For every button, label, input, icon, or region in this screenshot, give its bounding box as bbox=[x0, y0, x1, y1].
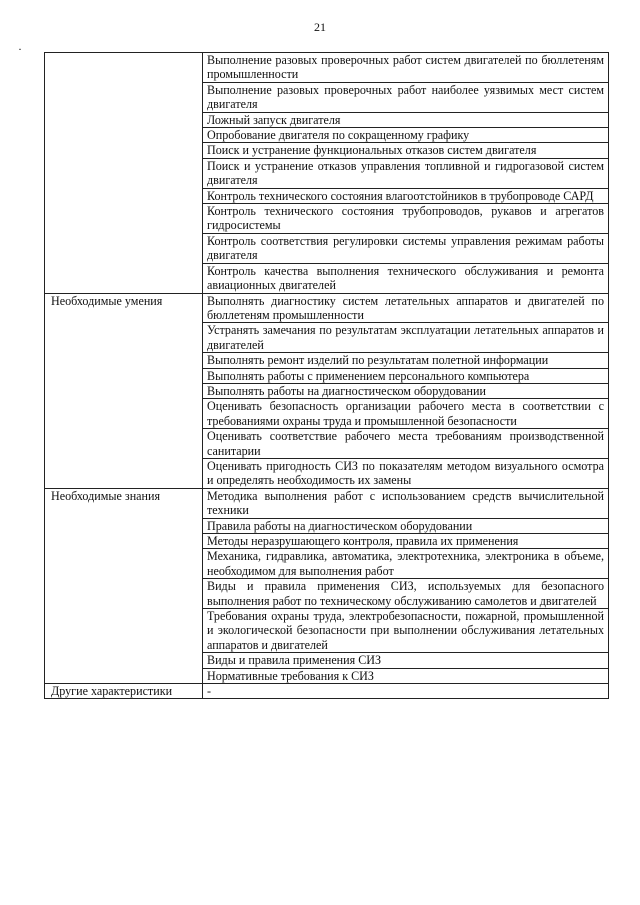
row-value: Нормативные требования к СИЗ bbox=[203, 668, 609, 683]
table-row bbox=[45, 668, 609, 683]
page-number: 21 bbox=[314, 20, 326, 34]
row-label bbox=[45, 429, 203, 459]
row-value: Поиск и устранение функциональных отказов систем двигателя bbox=[203, 143, 609, 158]
section-label-skills: Необходимые умения bbox=[45, 293, 203, 323]
row-value: Виды и правила применения СИЗ bbox=[203, 653, 609, 668]
row-value: Оценивать пригодность СИЗ по показателям методом визуального осмотра и определять необходимость их замены bbox=[203, 458, 609, 488]
row-value: Контроль технического состояния трубопроводов, рукавов и агрегатов гидросистемы bbox=[203, 204, 609, 234]
row-value: Методика выполнения работ с использованием средств вычислительной техники bbox=[203, 488, 609, 518]
row-value: Поиск и устранение отказов управления топливной и гидрогазовой систем двигателя bbox=[203, 158, 609, 188]
row-value: Выполнять ремонт изделий по результатам полетной информации bbox=[203, 353, 609, 368]
table-row bbox=[45, 609, 609, 653]
table-row bbox=[45, 429, 609, 459]
row-label bbox=[45, 653, 203, 668]
row-value: Устранять замечания по результатам эксплуатации летательных аппаратов и двигателей bbox=[203, 323, 609, 353]
row-label bbox=[45, 323, 203, 353]
table-row bbox=[45, 82, 609, 112]
row-value: Выполнение разовых проверочных работ систем двигателей по бюллетеням промышленности bbox=[203, 53, 609, 83]
table-row bbox=[45, 368, 609, 383]
row-value: Выполнение разовых проверочных работ наиболее уязвимых мест систем двигателя bbox=[203, 82, 609, 112]
row-label bbox=[45, 399, 203, 429]
table-body bbox=[45, 53, 609, 699]
table-row bbox=[45, 353, 609, 368]
table-row bbox=[45, 579, 609, 609]
table-row bbox=[45, 128, 609, 143]
table-row bbox=[45, 383, 609, 398]
row-value: Контроль соответствия регулировки системы управления режимам работы двигателя bbox=[203, 233, 609, 263]
row-value: Выполнять работы с применением персонального компьютера bbox=[203, 368, 609, 383]
table-row bbox=[45, 233, 609, 263]
table-row bbox=[45, 684, 609, 699]
row-label bbox=[45, 518, 203, 533]
row-label bbox=[45, 112, 203, 127]
table-row bbox=[45, 399, 609, 429]
row-label bbox=[45, 549, 203, 579]
row-label bbox=[45, 233, 203, 263]
section-label-knowledge: Необходимые знания bbox=[45, 488, 203, 518]
row-label bbox=[45, 579, 203, 609]
row-label bbox=[45, 458, 203, 488]
competency-table bbox=[44, 52, 609, 699]
table-row bbox=[45, 534, 609, 549]
row-value: Механика, гидравлика, автоматика, электротехника, электроника в объеме, необходимом для выполнения работ bbox=[203, 549, 609, 579]
row-value: Оценивать безопасность организации рабочего места в соответствии с требованиями охраны труда и промышленной безопасности bbox=[203, 399, 609, 429]
row-label bbox=[45, 188, 203, 203]
table-row bbox=[45, 188, 609, 203]
row-label bbox=[45, 353, 203, 368]
row-value: Методы неразрушающего контроля, правила их применения bbox=[203, 534, 609, 549]
table-row bbox=[45, 204, 609, 234]
table-row bbox=[45, 488, 609, 518]
row-label bbox=[45, 82, 203, 112]
row-value: - bbox=[203, 684, 609, 699]
row-label bbox=[45, 368, 203, 383]
table-row bbox=[45, 549, 609, 579]
table-row bbox=[45, 263, 609, 293]
table-row bbox=[45, 653, 609, 668]
row-label bbox=[45, 668, 203, 683]
row-label bbox=[45, 534, 203, 549]
table-row bbox=[45, 458, 609, 488]
row-label bbox=[45, 128, 203, 143]
table-row bbox=[45, 158, 609, 188]
row-value: Виды и правила применения СИЗ, используемых для безопасного выполнения работ по техническому обслуживанию самолетов и двигателей bbox=[203, 579, 609, 609]
table-row bbox=[45, 518, 609, 533]
row-value: Правила работы на диагностическом оборудовании bbox=[203, 518, 609, 533]
row-label bbox=[45, 143, 203, 158]
row-label bbox=[45, 383, 203, 398]
row-value: Требования охраны труда, электробезопасности, пожарной, промышленной и экологической безопасности при выполнении обслуживания летательных аппаратов и двигателей bbox=[203, 609, 609, 653]
table-row bbox=[45, 293, 609, 323]
row-label bbox=[45, 263, 203, 293]
table-row bbox=[45, 143, 609, 158]
row-value: Выполнять диагностику систем летательных аппаратов и двигателей по бюллетеням промышленности bbox=[203, 293, 609, 323]
row-label bbox=[45, 609, 203, 653]
row-value: Ложный запуск двигателя bbox=[203, 112, 609, 127]
row-value: Контроль технического состояния влагоотстойников в трубопроводе САРД bbox=[203, 188, 609, 203]
row-label bbox=[45, 158, 203, 188]
row-label bbox=[45, 53, 203, 83]
row-value: Выполнять работы на диагностическом оборудовании bbox=[203, 383, 609, 398]
row-label bbox=[45, 204, 203, 234]
table-row bbox=[45, 323, 609, 353]
row-value: Опробование двигателя по сокращенному графику bbox=[203, 128, 609, 143]
table-row bbox=[45, 112, 609, 127]
row-value: Оценивать соответствие рабочего места требованиям производственной санитарии bbox=[203, 429, 609, 459]
table-row bbox=[45, 53, 609, 83]
margin-mark: · bbox=[18, 42, 22, 56]
section-label-other: Другие характеристики bbox=[45, 684, 203, 699]
row-value: Контроль качества выполнения технического обслуживания и ремонта авиационных двигателей bbox=[203, 263, 609, 293]
